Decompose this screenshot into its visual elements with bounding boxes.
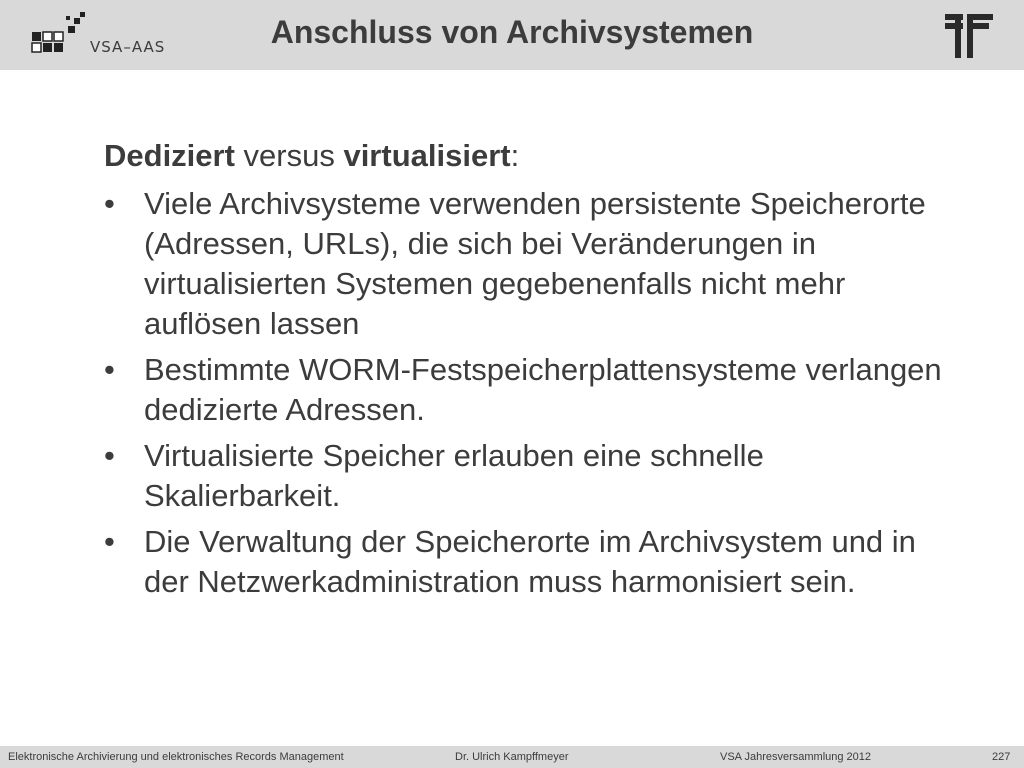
bullet-text: Viele Archivsysteme verwenden persistente Speicherorte (Adressen, URLs), die sich bei Veränderungen in virtualisierten Systemen gegebenenfalls nicht mehr auflösen lassen bbox=[144, 186, 926, 341]
footer-event: VSA Jahresversammlung 2012 bbox=[720, 751, 872, 763]
slide-content bbox=[104, 136, 944, 608]
header-bar bbox=[0, 0, 1024, 70]
bullet-item bbox=[104, 522, 944, 602]
bullet-item bbox=[104, 184, 944, 344]
bullet-item bbox=[104, 436, 944, 516]
lead-term-virtualisiert: virtualisiert bbox=[343, 138, 511, 173]
project-consult-logo-icon bbox=[945, 14, 993, 58]
bullet-text: Virtualisierte Speicher erlauben eine schnelle Skalierbarkeit. bbox=[144, 438, 764, 513]
bullet-text: Bestimmte WORM-Festspeicherplattensysteme verlangen dedizierte Adressen. bbox=[144, 352, 942, 427]
footer-course-title: Elektronische Archivierung und elektronisches Records Management bbox=[8, 751, 344, 763]
bullet-dot: • bbox=[104, 352, 115, 387]
page-title: Anschluss von Archivsystemen bbox=[270, 14, 754, 50]
bullet-item bbox=[104, 350, 944, 430]
lead-line bbox=[104, 136, 944, 176]
lead-versus: versus bbox=[234, 138, 344, 173]
bullet-dot: • bbox=[104, 438, 115, 473]
vsa-logo-text: VSA–AAS bbox=[90, 38, 166, 56]
footer-page-number: 227 bbox=[992, 751, 1011, 763]
bullet-dot: • bbox=[104, 186, 115, 221]
bullet-dot: • bbox=[104, 524, 115, 559]
lead-colon: : bbox=[510, 138, 520, 173]
footer-bar bbox=[0, 746, 1024, 768]
footer-author: Dr. Ulrich Kampffmeyer bbox=[455, 751, 569, 763]
bullet-list bbox=[104, 184, 944, 602]
lead-term-dediziert: Dediziert bbox=[104, 138, 235, 173]
bullet-text: Die Verwaltung der Speicherorte im Archivsystem und in der Netzwerkadministration muss harmonisiert sein. bbox=[144, 524, 916, 599]
